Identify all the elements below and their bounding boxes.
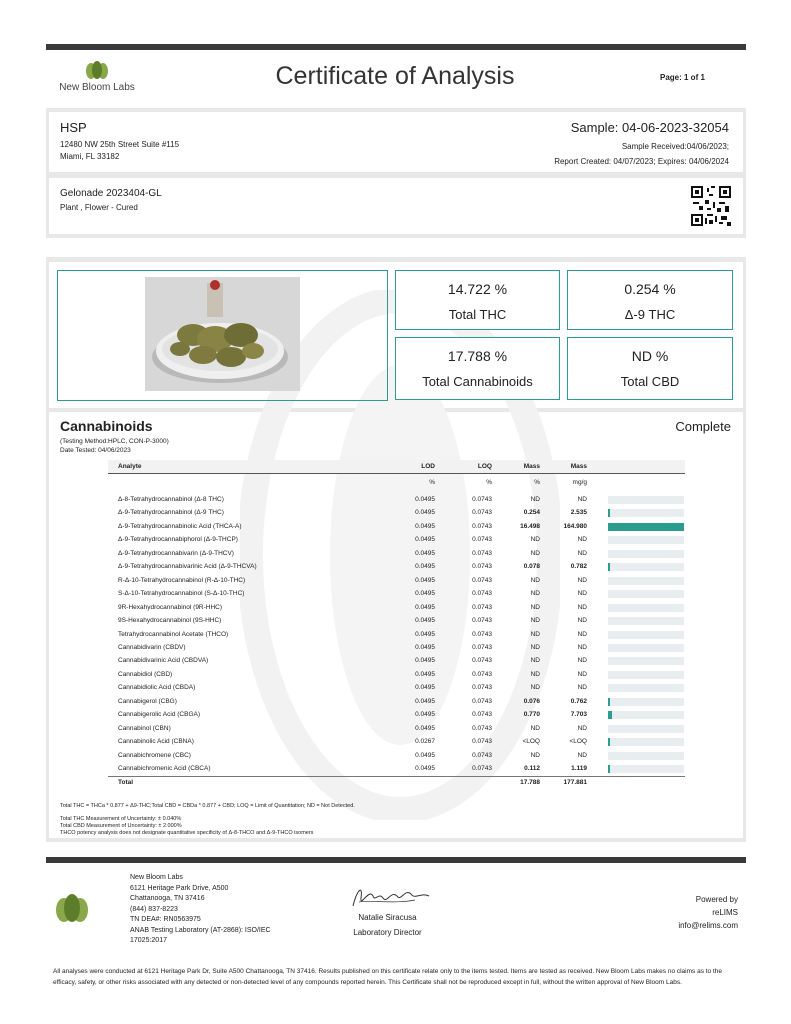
analyte-name: Cannabichromenic Acid (CBCA) (118, 765, 211, 772)
table-units (108, 476, 685, 490)
mass-mg-value: ND (577, 643, 587, 651)
analyte-name: Cannabidivarin (CBDV) (118, 643, 186, 651)
unit-lod: % (429, 479, 435, 486)
lod-value: 0.0495 (415, 576, 435, 584)
lod-value: 0.0495 (415, 684, 435, 692)
leaf-logo-icon (52, 58, 142, 82)
lod-value: 0.0495 (415, 522, 435, 530)
lod-value: 0.0495 (415, 549, 435, 557)
analyte-name: Cannabidiolic Acid (CBDA) (118, 684, 196, 692)
concentration-bar-fill (608, 509, 610, 517)
mass-mg-value: ND (577, 549, 587, 557)
lab-name: New Bloom Labs (59, 82, 135, 93)
analyte-name: Cannabidiol (CBD) (118, 670, 173, 678)
total-cannabinoids-card (395, 337, 560, 400)
lod-value: 0.0495 (415, 765, 435, 772)
footer-phone: (844) 837-8223 (130, 905, 178, 913)
table-row (108, 696, 685, 709)
analyte-name: Δ-9-Tetrahydrocannabivarin (Δ-9-THCV) (118, 549, 234, 557)
powered-by (678, 893, 738, 932)
table-row (108, 642, 685, 655)
loq-value: 0.0743 (472, 590, 492, 598)
footer-dea: TN DEA#: RN0563975 (130, 916, 201, 923)
lod-value: 0.0495 (415, 603, 435, 611)
concentration-bar (608, 671, 684, 679)
concentration-bar (608, 631, 684, 639)
client-address (60, 139, 179, 163)
concentration-bar (608, 711, 684, 719)
loq-value: 0.0743 (472, 657, 492, 665)
footer-address (130, 873, 271, 947)
concentration-bar-fill (608, 738, 610, 746)
loq-value: 0.0743 (472, 738, 492, 746)
lod-value: 0.0495 (415, 509, 435, 517)
analyte-name: S-Δ-10-Tetrahydrocannabinol (S-Δ-10-THC) (118, 590, 245, 598)
concentration-bar (608, 684, 684, 692)
analyte-name: 9R-Hexahydrocannabinol (9R-HHC) (118, 603, 223, 611)
unit-loq: % (486, 479, 492, 486)
table-row (108, 602, 685, 615)
unit-mass-mg: mg/g (572, 479, 587, 486)
concentration-bar (608, 523, 684, 531)
mass-pct-value: 0.770 (523, 711, 540, 719)
concentration-bar-fill (608, 523, 684, 531)
lod-value: 0.0495 (415, 536, 435, 544)
cannabinoids-status: Complete (675, 419, 731, 434)
lod-value: 0.0495 (415, 496, 435, 503)
concentration-bar (608, 657, 684, 665)
mass-pct-value: ND (530, 657, 540, 665)
analyte-name: 9S-Hexahydrocannabinol (9S-HHC) (118, 617, 222, 625)
mass-mg-value: ND (577, 603, 587, 611)
table-row (108, 507, 685, 520)
mass-mg-value: 0.762 (570, 697, 587, 705)
mass-pct-value: ND (530, 496, 540, 503)
test-method (60, 437, 169, 455)
thc-uncertainty: Total THC Measurement of Uncertainty: ± 0.040% (60, 816, 182, 822)
footer-leaf-logo-icon (52, 893, 92, 925)
mass-pct-value: 0.254 (523, 509, 540, 517)
header-loq: LOQ (477, 463, 492, 470)
product-panel (49, 178, 743, 234)
report-dates: Report Created: 04/07/2023; Expires: 04/06/2024 (554, 157, 729, 166)
mass-mg-value: ND (577, 724, 587, 732)
mass-pct-value: 16.498 (520, 522, 540, 530)
cbd-uncertainty: Total CBD Measurement of Uncertainty: ± 2.000% (60, 823, 182, 829)
loq-value: 0.0743 (472, 496, 492, 503)
analyte-name: Δ-9-Tetrahydrocannabinolic Acid (THCA-A) (118, 522, 242, 530)
analyte-name: Cannabigerol (CBG) (118, 697, 177, 705)
analyte-name: Δ-8-Tetrahydrocannabinol (Δ-8 THC) (118, 496, 224, 503)
client-address-line1: 12480 NW 25th Street Suite #115 (60, 140, 180, 149)
table-row (108, 588, 685, 601)
mass-mg-value: ND (577, 590, 587, 598)
concentration-bar (608, 577, 684, 585)
testing-method: (Testing Method:HPLC, CON-P-3000) (60, 438, 169, 445)
mass-pct-value: ND (530, 751, 540, 759)
total-thc-card (395, 270, 560, 330)
loq-value: 0.0743 (472, 670, 492, 678)
analyte-name: Tetrahydrocannabinol Acetate (THCO) (118, 630, 229, 638)
loq-value: 0.0743 (472, 630, 492, 638)
table-row (108, 763, 685, 776)
concentration-bar (608, 725, 684, 733)
lod-value: 0.0495 (415, 563, 435, 571)
table-row (108, 682, 685, 695)
notes (60, 803, 355, 837)
lod-value: 0.0495 (415, 724, 435, 732)
concentration-bar (608, 698, 684, 706)
table-row (108, 655, 685, 668)
header-mass-mg: Mass (570, 463, 587, 470)
d9-thc-card (567, 270, 733, 330)
loq-value: 0.0743 (472, 509, 492, 517)
analyte-name: R-Δ-10-Tetrahydrocannabinol (R-Δ-10-THC) (118, 576, 246, 584)
mass-pct-value: ND (530, 549, 540, 557)
total-label: Total (118, 779, 134, 787)
signer-title: Laboratory Director (353, 928, 422, 937)
lod-value: 0.0495 (415, 590, 435, 598)
total-mass-pct: 17.788 (520, 779, 540, 787)
page-number: Page: 1 of 1 (660, 73, 705, 82)
table-row (108, 561, 685, 574)
total-thc-value: 14.722 % (447, 281, 508, 297)
loq-value: 0.0743 (472, 643, 492, 651)
concentration-bar (608, 644, 684, 652)
loq-value: 0.0743 (472, 536, 492, 544)
table-row (108, 736, 685, 749)
header-mass-pct: Mass (523, 463, 540, 470)
top-rule (46, 44, 746, 50)
mass-mg-value: ND (577, 630, 587, 638)
mass-mg-value: ND (577, 576, 587, 584)
mass-pct-value: ND (530, 603, 540, 611)
mass-mg-value: ND (577, 536, 587, 544)
mass-mg-value: <LOQ (569, 738, 587, 746)
mass-mg-value: 0.782 (570, 563, 587, 571)
analyte-name: Cannabinolic Acid (CBNA) (118, 738, 194, 746)
loq-value: 0.0743 (472, 603, 492, 611)
sample-photo (145, 277, 300, 391)
table-row (108, 548, 685, 561)
concentration-bar (608, 752, 684, 760)
mass-pct-value: 0.078 (523, 563, 540, 571)
footer-lab-name: New Bloom Labs (130, 874, 183, 881)
total-cbd-card (567, 337, 733, 400)
loq-value: 0.0743 (472, 724, 492, 732)
lod-value: 0.0495 (415, 657, 435, 665)
thco-note: THCO potency analysis does not designate quantitative specificity of Δ-8-THCO and Δ-9-THCO isomers (60, 830, 314, 836)
lab-logo (52, 58, 142, 98)
total-cannabinoids-value: 17.788 % (447, 348, 508, 364)
concentration-bar (608, 536, 684, 544)
mass-pct-value: ND (530, 724, 540, 732)
analyte-name: Δ-9-Tetrahydrocannabinol (Δ-9 THC) (118, 509, 224, 517)
footer-iso: 17025:2017 (130, 937, 167, 944)
concentration-bar (608, 590, 684, 598)
lod-value: 0.0495 (415, 617, 435, 625)
lod-value: 0.0495 (415, 643, 435, 651)
mass-mg-value: ND (577, 751, 587, 759)
analyte-name: Δ-9-Tetrahydrocannabivarinic Acid (Δ-9-THCVA) (118, 563, 257, 571)
mass-pct-value: ND (530, 576, 540, 584)
table-header (108, 460, 685, 474)
mass-pct-value: ND (530, 590, 540, 598)
analyte-name: Cannabigerolic Acid (CBGA) (118, 711, 201, 719)
mass-pct-value: ND (530, 617, 540, 625)
d9-thc-label: Δ-9 THC (624, 307, 676, 322)
footer-rule (46, 857, 746, 863)
mass-mg-value: 1.119 (571, 765, 587, 772)
lims-email[interactable]: info@relims.com (678, 921, 738, 930)
footer-city: Chattanooga, TN 37416 (130, 895, 205, 902)
mass-mg-value: 7.703 (570, 711, 587, 719)
mass-pct-value: 0.076 (523, 697, 540, 705)
total-cannabinoids-label: Total Cannabinoids (422, 374, 533, 389)
concentration-bar (608, 496, 684, 504)
loq-value: 0.0743 (472, 522, 492, 530)
loq-value: 0.0743 (472, 563, 492, 571)
loq-value: 0.0743 (472, 765, 492, 772)
client-name: HSP (60, 120, 87, 135)
footer-anab: ANAB Testing Laboratory (AT-2868): ISO/IEC (130, 926, 271, 934)
loq-value: 0.0743 (472, 697, 492, 705)
mass-mg-value: ND (577, 617, 587, 625)
mass-pct-value: ND (530, 670, 540, 678)
loq-value: 0.0743 (472, 684, 492, 692)
table-row (108, 709, 685, 722)
mass-mg-value: ND (577, 684, 587, 692)
concentration-bar (608, 563, 684, 571)
table-row (108, 629, 685, 642)
signer-name: Natalie Siracusa (358, 913, 417, 922)
lod-value: 0.0495 (415, 670, 435, 678)
table-row (108, 534, 685, 547)
loq-value: 0.0743 (472, 711, 492, 719)
concentration-bar-fill (608, 563, 610, 571)
total-cbd-label: Total CBD (620, 374, 680, 389)
concentration-bar (608, 765, 684, 773)
concentration-bar (608, 509, 684, 517)
mass-mg-value: ND (577, 657, 587, 665)
sample-dates (554, 139, 729, 169)
concentration-bar (608, 738, 684, 746)
analyte-name: Cannabidivarinic Acid (CBDVA) (118, 657, 209, 665)
d9-thc-value: 0.254 % (624, 281, 676, 297)
lod-value: 0.0495 (415, 630, 435, 638)
header-analyte: Analyte (118, 463, 142, 470)
total-cbd-value: ND % (631, 348, 669, 364)
product-type: Plant , Flower - Cured (60, 203, 138, 212)
concentration-bar (608, 550, 684, 558)
date-tested: Date Tested: 04/06/2023 (60, 447, 131, 454)
powered-by-label: Powered by (695, 895, 738, 904)
lod-value: 0.0495 (415, 711, 435, 719)
client-address-line2: Miami, FL 33182 (60, 152, 120, 161)
loq-value: 0.0743 (472, 617, 492, 625)
concentration-bar (608, 617, 684, 625)
table-row (108, 575, 685, 588)
lims-name: reLIMS (712, 908, 738, 917)
mass-mg-value: 164.980 (563, 522, 587, 530)
unit-mass-pct: % (534, 479, 540, 486)
concentration-bar (608, 604, 684, 612)
total-mass-mg: 177.881 (563, 779, 587, 787)
mass-pct-value: ND (530, 684, 540, 692)
document-title: Certificate of Analysis (275, 62, 515, 90)
mass-mg-value: ND (577, 670, 587, 678)
mass-pct-value: <LOQ (522, 738, 540, 746)
cannabinoids-title: Cannabinoids (60, 418, 153, 434)
concentration-bar-fill (608, 698, 610, 706)
total-thc-label: Total THC (448, 307, 507, 322)
analyte-name: Cannabichromene (CBC) (118, 751, 191, 759)
mass-mg-value: 2.535 (570, 509, 587, 517)
mass-pct-value: ND (530, 643, 540, 651)
mass-mg-value: ND (577, 496, 587, 503)
footer-street: 6121 Heritage Park Drive, A500 (130, 884, 229, 892)
lod-value: 0.0267 (415, 738, 435, 746)
table-total-row (108, 776, 685, 789)
qr-code-icon (691, 186, 731, 226)
sample-id: Sample: 04-06-2023-32054 (570, 120, 729, 135)
concentration-bar-fill (608, 711, 612, 719)
product-name: Gelonade 2023404-GL (60, 188, 162, 199)
signature-image (345, 880, 435, 914)
header-lod: LOD (421, 463, 435, 470)
lod-value: 0.0495 (415, 697, 435, 705)
analyte-name: Δ-9-Tetrahydrocannabiphorol (Δ-9-THCP) (118, 536, 238, 544)
table-row (108, 723, 685, 736)
formula-note: Total THC = THCa * 0.877 + Δ9-THC;Total CBD = CBDa * 0.877 + CBD; LOQ = Limit of Quantitation; ND = Not Detected. (60, 803, 355, 809)
lod-value: 0.0495 (415, 751, 435, 759)
concentration-bar-fill (608, 765, 610, 773)
mass-pct-value: ND (530, 630, 540, 638)
analyte-name: Cannabinol (CBN) (118, 724, 171, 732)
table-row (108, 615, 685, 628)
table-row (108, 669, 685, 682)
table-row (108, 521, 685, 534)
table-row (108, 750, 685, 763)
loq-value: 0.0743 (472, 751, 492, 759)
mass-pct-value: 0.112 (524, 765, 540, 772)
sample-received: Sample Received:04/06/2023; (621, 142, 729, 151)
disclaimer: All analyses were conducted at 6121 Heritage Park Dr, Suite A500 Chattanooga, TN 37416. Results published on this certificate relate only to the items tested. Items are tested as received. New Bloom Labs makes no claims as to the efficacy, safety, or other risks associated with any detected or non-detected level of any compounds reported herein. This Certificate shall not be reproduced except in full, without the written approval of New Bloom Labs. (53, 968, 723, 986)
loq-value: 0.0743 (472, 549, 492, 557)
table-row (108, 494, 685, 507)
loq-value: 0.0743 (472, 576, 492, 584)
mass-pct-value: ND (530, 536, 540, 544)
